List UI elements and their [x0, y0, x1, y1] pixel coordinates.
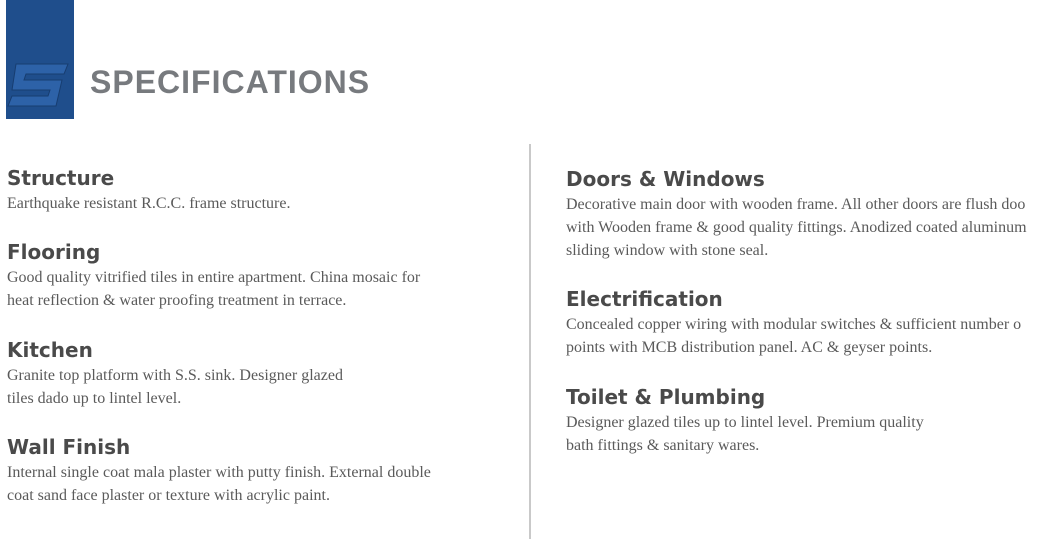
spec-kitchen — [7, 338, 343, 410]
spec-heading: Wall Finish — [7, 435, 131, 459]
spec-text: Internal single coat mala plaster with putty finish. External double — [7, 464, 431, 481]
spec-text: coat sand face plaster or texture with acrylic paint. — [7, 487, 330, 504]
spec-text: Good quality vitrified tiles in entire apartment. China mosaic for — [7, 269, 421, 286]
spec-wall-finish — [7, 435, 431, 507]
s-emblem-icon — [6, 58, 74, 114]
spec-doors-windows — [566, 167, 1027, 262]
spec-heading: Toilet & Plumbing — [566, 385, 766, 409]
spec-text: Decorative main door with wooden frame. All other doors are flush doo — [566, 196, 1026, 213]
spec-text: points with MCB distribution panel. AC & geyser points. — [566, 339, 933, 356]
spec-text: with Wooden frame & good quality fittings. Anodized coated aluminum — [566, 219, 1027, 236]
spec-structure — [7, 166, 290, 215]
spec-text: tiles dado up to lintel level. — [7, 390, 182, 407]
spec-text: Designer glazed tiles up to lintel level. Premium quality — [566, 414, 924, 431]
page-title: SPECIFICATIONS — [90, 64, 371, 100]
spec-toilet-plumbing — [566, 385, 924, 457]
spec-text: heat reflection & water proofing treatment in terrace. — [7, 292, 347, 309]
spec-electrification — [566, 287, 1021, 359]
brand-logo-block — [6, 0, 74, 119]
spec-heading: Doors & Windows — [566, 167, 765, 191]
column-divider — [529, 144, 531, 539]
spec-text: Granite top platform with S.S. sink. Designer glazed — [7, 367, 343, 384]
spec-flooring — [7, 240, 420, 312]
spec-heading: Structure — [7, 166, 115, 190]
spec-heading: Kitchen — [7, 338, 93, 362]
spec-heading: Flooring — [7, 240, 101, 264]
spec-heading: Electrification — [566, 287, 723, 311]
spec-text: sliding window with stone seal. — [566, 242, 769, 259]
spec-text: Concealed copper wiring with modular switches & sufficient number o — [566, 316, 1022, 333]
spec-text: bath fittings & sanitary wares. — [566, 437, 760, 454]
spec-text: Earthquake resistant R.C.C. frame structure. — [7, 195, 291, 212]
